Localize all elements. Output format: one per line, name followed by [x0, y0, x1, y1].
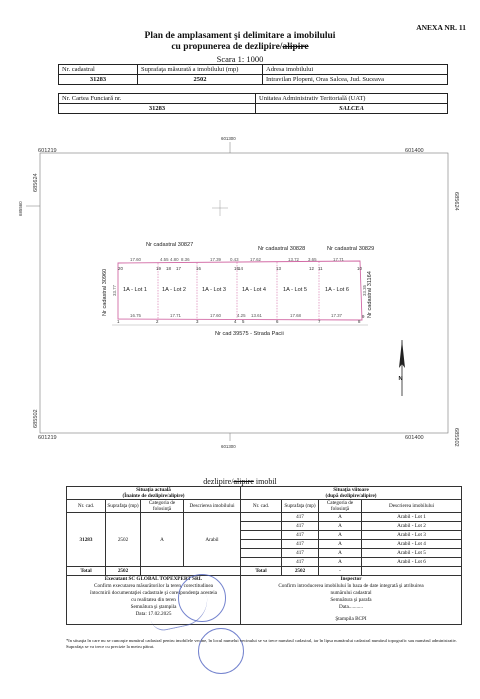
col-current-area: Suprafaţa (mp): [106, 500, 141, 513]
label-area: Suprafaţa măsurată a imobilului (mp): [138, 65, 263, 75]
scale-label: Scara 1: 1000: [216, 54, 264, 64]
col-current-nrcad: Nr. cad.: [67, 500, 106, 513]
future-nrcad-3: [241, 531, 282, 540]
coord-x-left-top: 601219: [38, 148, 57, 154]
future-area-1: 417: [282, 513, 319, 522]
coord-x-center-top: 601300: [221, 136, 236, 141]
lot-5-label: 1A - Lot 5: [283, 287, 307, 293]
coord-y-center: 685560: [18, 201, 23, 216]
future-desc-1: Arabil - Lot 1: [362, 513, 462, 522]
table-row: [67, 513, 462, 522]
current-total-empty: [141, 567, 241, 576]
value-area: 2502: [138, 75, 263, 85]
plan-subtitle: [0, 42, 480, 53]
right-dim: 33.35: [362, 285, 367, 296]
coord-y-top-left: 685624: [33, 173, 39, 192]
future-heading: [241, 487, 462, 500]
bottom-dim-6: 17.68: [290, 313, 301, 318]
future-desc-3: Arabil - Lot 3: [362, 531, 462, 540]
point-2: 2: [156, 319, 159, 324]
left-dim: 33.77: [112, 285, 117, 296]
neighbor-1: Nr cadastral 30827: [146, 242, 194, 248]
future-heading-text: Situaţia viitoare: [333, 487, 369, 493]
cf-value-row: [59, 104, 448, 114]
future-nrcad-6: [241, 558, 282, 567]
future-total-dash: -: [319, 567, 362, 576]
col-future-desc: Descrierea imobilului: [362, 500, 462, 513]
section-struck: alipire: [233, 477, 254, 486]
inspector-line5: Data...........: [338, 604, 364, 610]
neighbor-left: Nr cadastral 30960: [102, 268, 108, 316]
future-nrcad-4: [241, 540, 282, 549]
point-7: 7: [318, 319, 321, 324]
top-dim-7: 17.62: [250, 257, 261, 262]
neighbor-3: Nr cadastral 30829: [327, 246, 375, 252]
col-current-desc: Descrierea imobilului: [184, 500, 241, 513]
coord-x-center-bottom: 601300: [221, 444, 236, 449]
future-desc-6: Arabil - Lot 6: [362, 558, 462, 567]
top-dim-1: 17.60: [130, 257, 141, 262]
bottom-dim-4: 4.25: [237, 313, 246, 318]
value-address: Intravilan Plopeni, Oras Salcea, Jud. Suceava: [263, 75, 448, 85]
header-table: [58, 64, 448, 85]
current-total-label: Total: [67, 567, 106, 576]
subtitle-struck: alipire: [282, 42, 309, 52]
coord-y-bottom-left: 685502: [33, 409, 39, 428]
current-nrcad: 31283: [67, 513, 106, 567]
point-20: 20: [118, 266, 123, 271]
total-row: [67, 567, 462, 576]
label-cadastral: Nr. cadastral: [59, 65, 138, 75]
coord-x-right-bottom: 601400: [405, 435, 424, 441]
executant-date: Data: 17.02.2025: [135, 611, 172, 617]
future-area-2: 417: [282, 522, 319, 531]
situation-table: [66, 486, 462, 625]
top-dim-10: 17.71: [333, 257, 344, 262]
executant-line5: Semnătura şi ştampila: [130, 604, 177, 610]
future-desc-2: Arabil - Lot 2: [362, 522, 462, 531]
north-label: N: [398, 376, 403, 382]
point-9: 9: [362, 314, 365, 319]
future-desc-4: Arabil - Lot 4: [362, 540, 462, 549]
current-heading-text: Situaţia actuală: [136, 487, 171, 493]
inspector-cell: [241, 576, 462, 625]
future-area-4: 417: [282, 540, 319, 549]
plan-title: Plan de amplasament şi delimitare a imobilului: [144, 31, 336, 41]
top-dim-5: 17.39: [210, 257, 221, 262]
bottom-dim-3: 17.60: [210, 313, 221, 318]
executant-name: Executant SC GLOBAL TOPEXPERT SRL: [104, 576, 203, 582]
point-5: 5: [242, 319, 245, 324]
future-nrcad-2: [241, 522, 282, 531]
lot-1-label: 1A - Lot 1: [123, 287, 147, 293]
point-17: 17: [176, 266, 181, 271]
point-10: 10: [357, 266, 362, 271]
point-11: 11: [318, 266, 323, 271]
future-category-2: A: [319, 522, 362, 531]
bottom-dim-5: 13.61: [251, 313, 262, 318]
future-nrcad-1: [241, 513, 282, 522]
bottom-dim-7: 17.37: [331, 313, 342, 318]
value-cf: 31283: [59, 104, 256, 114]
point-15: 15: [234, 266, 239, 271]
point-1: 1: [117, 319, 120, 324]
neighbor-2: Nr cadastral 30828: [258, 246, 306, 252]
stamp-seal-icon: [198, 628, 244, 674]
site-plan: [0, 128, 480, 458]
col-future-nrcad: Nr. cad.: [241, 500, 282, 513]
current-category: A: [141, 513, 184, 567]
neighbor-right: Nr cadastral 31164: [367, 271, 373, 318]
section-suffix: imobil: [253, 477, 277, 486]
point-16: 16: [196, 266, 201, 271]
section-title: [0, 477, 480, 486]
inspector-stamp-label: Ştampila BCPI: [335, 616, 367, 622]
point-6: 6: [276, 319, 279, 324]
future-total-empty: [362, 567, 462, 576]
executant-line4: cu realitatea din teren: [131, 597, 176, 603]
subtitle-prefix: cu propunerea de dezlipire/: [171, 42, 283, 52]
future-area-5: 417: [282, 549, 319, 558]
current-heading: [67, 487, 241, 500]
point-13: 13: [276, 266, 281, 271]
top-dim-9: 3.65: [308, 257, 317, 262]
inspector-line4: Semnătura şi parafa: [330, 597, 372, 603]
future-category-4: A: [319, 540, 362, 549]
current-area: 2502: [106, 513, 141, 567]
top-dim-6: 0.43: [230, 257, 239, 262]
lot-2-label: 1A - Lot 2: [162, 287, 186, 293]
coord-y-top-right: 685624: [453, 192, 459, 211]
north-arrow-icon: [399, 340, 406, 396]
future-total-value: 2502: [282, 567, 319, 576]
executant-line2: Confirm executarea măsurătorilor la teren, corectitudinea: [94, 583, 213, 589]
coord-x-right-top: 601400: [405, 148, 424, 154]
point-14: 14: [238, 266, 243, 271]
situation-heading-row: [67, 487, 462, 500]
future-category-1: A: [319, 513, 362, 522]
column-header-row: [67, 500, 462, 513]
cf-table: [58, 93, 448, 114]
lot-4-label: 1A - Lot 4: [242, 287, 266, 293]
future-category-5: A: [319, 549, 362, 558]
future-nrcad-5: [241, 549, 282, 558]
col-future-category: Categoria de folosinţă: [319, 500, 362, 513]
current-subheading: (Înainte de dezlipire/alipire): [122, 493, 185, 499]
value-cadastral: 31283: [59, 75, 138, 85]
top-dim-2: 4.55: [160, 257, 169, 262]
footnote: *în situaţia în care nu se cunoaşte numărul cadastral pentru imobilele vecine, în locul numelui vecinului se va trece numărul cadastral, iar în lipsa numărului cadastral numărul topografic sau numărul administrativ. Suprafaţa se va trece cu precizie la metru pătrat.: [66, 638, 457, 649]
executant-line3: întocmirii documentaţiei cadastrale şi corespondenţa acesteia: [90, 590, 217, 596]
future-area-3: 417: [282, 531, 319, 540]
top-dim-4: 8.36: [181, 257, 190, 262]
future-total-label: Total: [241, 567, 282, 576]
current-desc: Arabil: [184, 513, 241, 567]
coord-y-bottom-right: 685502: [453, 428, 459, 447]
value-uat: SALCEA: [256, 104, 448, 114]
inspector-line3: numărului cadastral: [330, 590, 372, 596]
header-label-row: [59, 65, 448, 75]
point-4: 4: [234, 319, 237, 324]
future-category-6: A: [319, 558, 362, 567]
annex-label: ANEXA NR. 11: [416, 23, 466, 32]
road-label: Nr cad 39575 - Strada Pacii: [215, 331, 284, 337]
inspector-title: Inspector: [340, 576, 362, 582]
label-address: Adresa imobilului: [263, 65, 448, 75]
inspector-line2: Confirm introducerea imobilului în baza de date integrată şi atribuirea: [278, 583, 424, 589]
header-value-row: [59, 75, 448, 85]
lot-6-label: 1A - Lot 6: [325, 287, 349, 293]
future-category-3: A: [319, 531, 362, 540]
point-3: 3: [196, 319, 199, 324]
future-area-6: 417: [282, 558, 319, 567]
col-current-category: Categoria de folosinţă: [141, 500, 184, 513]
cf-label-row: [59, 94, 448, 104]
bottom-dim-2: 17.71: [170, 313, 181, 318]
future-desc-5: Arabil - Lot 5: [362, 549, 462, 558]
point-8: 8: [358, 319, 361, 324]
signature-row: [67, 576, 462, 625]
top-dim-3: 4.80: [170, 257, 179, 262]
coord-x-left-bottom: 601219: [38, 435, 57, 441]
bottom-dim-1: 16.75: [130, 313, 141, 318]
current-total-value: 2502: [106, 567, 141, 576]
label-uat: Unitatea Administrativ Teritorială (UAT): [256, 94, 448, 104]
point-18: 18: [166, 266, 171, 271]
col-future-area: Suprafaţa (mp): [282, 500, 319, 513]
top-dim-8: 13.72: [288, 257, 299, 262]
label-cf: Nr. Cartea Funciară nr.: [59, 94, 256, 104]
lot-3-label: 1A - Lot 3: [202, 287, 226, 293]
future-subheading: (după dezlipire/alipire): [325, 493, 377, 499]
section-prefix: dezlipire/: [203, 477, 234, 486]
point-12: 12: [309, 266, 314, 271]
point-19: 19: [156, 266, 161, 271]
